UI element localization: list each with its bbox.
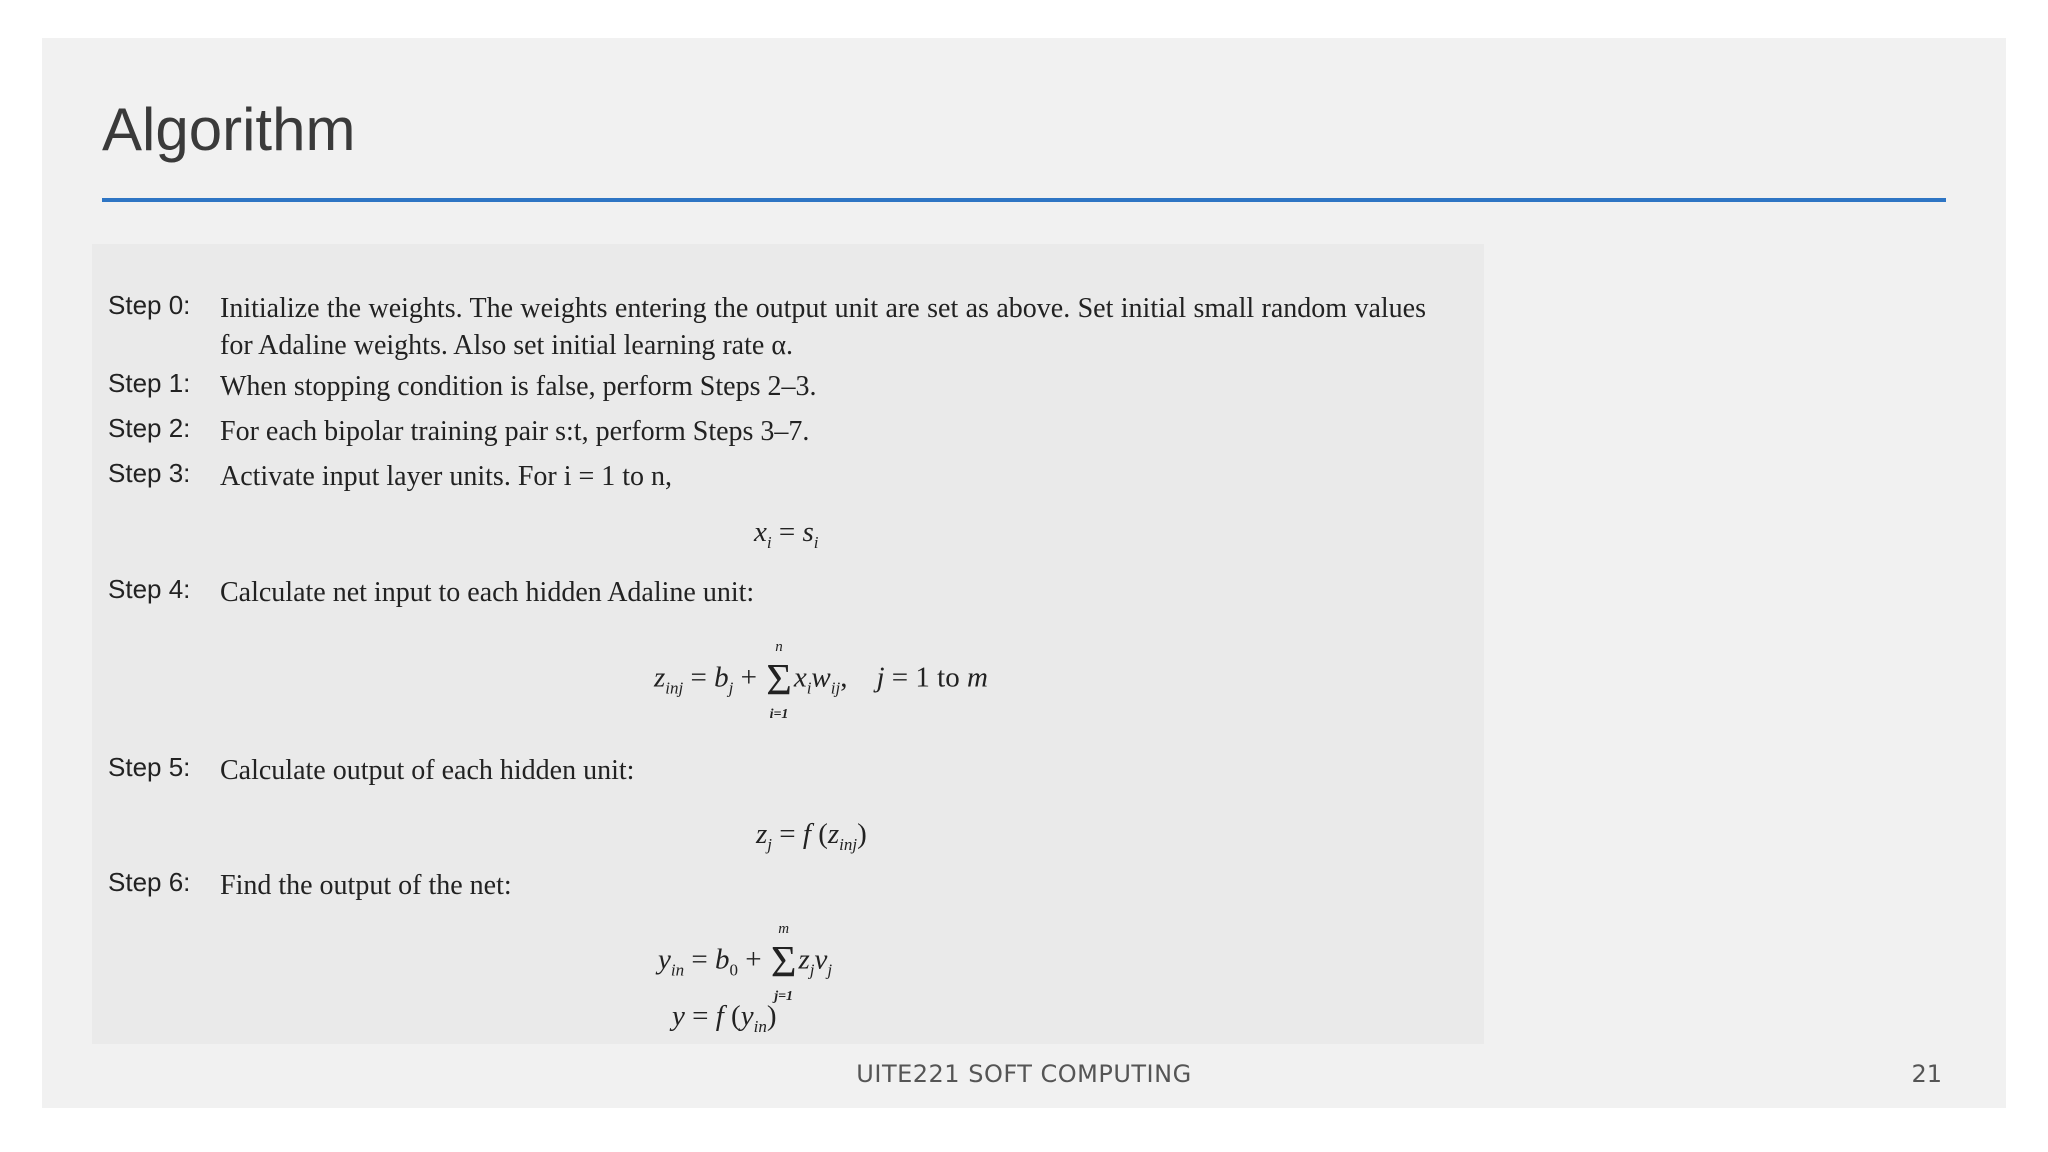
step-text: Calculate output of each hidden unit: bbox=[220, 755, 635, 786]
slide-footer: UITE221 SOFT COMPUTING bbox=[856, 1060, 1192, 1088]
formula-step3: $x_i = s_i$ bbox=[754, 516, 819, 552]
step-text: For each bipolar training pair s:t, perform Steps 3–7. bbox=[220, 416, 810, 447]
step-label: Step 1: bbox=[108, 368, 191, 398]
step-label: Step 5: bbox=[108, 752, 191, 782]
formula-step6a: $y_{in} = b_0 + \Sigma$ m j=1 $z_jv_j$ bbox=[658, 921, 833, 1004]
algorithm-content bbox=[92, 244, 1484, 1044]
formula-step6b: y = f $(y_{in})$ bbox=[672, 1000, 777, 1036]
page-number: 21 bbox=[1911, 1060, 1942, 1088]
step-label: Step 3: bbox=[108, 458, 191, 488]
step-text: Initialize the weights. The weights entering the output unit are set as above. Set initial small random values for Adaline weights. Also set initial learning rate α. bbox=[220, 293, 1426, 361]
slide-title: Algorithm bbox=[102, 96, 356, 163]
step-text: Find the output of the net: bbox=[220, 870, 512, 901]
sigma-symbol: Σ n i=1 bbox=[766, 639, 792, 722]
step-label: Step 0: bbox=[108, 290, 191, 320]
step-label: Step 6: bbox=[108, 867, 191, 897]
step-text: Calculate net input to each hidden Adaline unit: bbox=[220, 577, 755, 608]
formula-step5: $z_j = f$ $(z_{inj})$ bbox=[756, 818, 867, 854]
step-label: Step 4: bbox=[108, 574, 191, 604]
formula-step4: $z_{inj} = b_j + \Sigma$ n i=1 $x_iw_{ij}$, j = 1 to m bbox=[654, 639, 988, 722]
sigma-symbol: Σ m j=1 bbox=[770, 921, 797, 1004]
title-underline bbox=[102, 198, 1946, 202]
step-text: Activate input layer units. For i = 1 to n, bbox=[220, 461, 673, 492]
step-label: Step 2: bbox=[108, 413, 191, 443]
step-text: When stopping condition is false, perform Steps 2–3. bbox=[220, 371, 817, 402]
slide bbox=[42, 38, 2006, 1108]
